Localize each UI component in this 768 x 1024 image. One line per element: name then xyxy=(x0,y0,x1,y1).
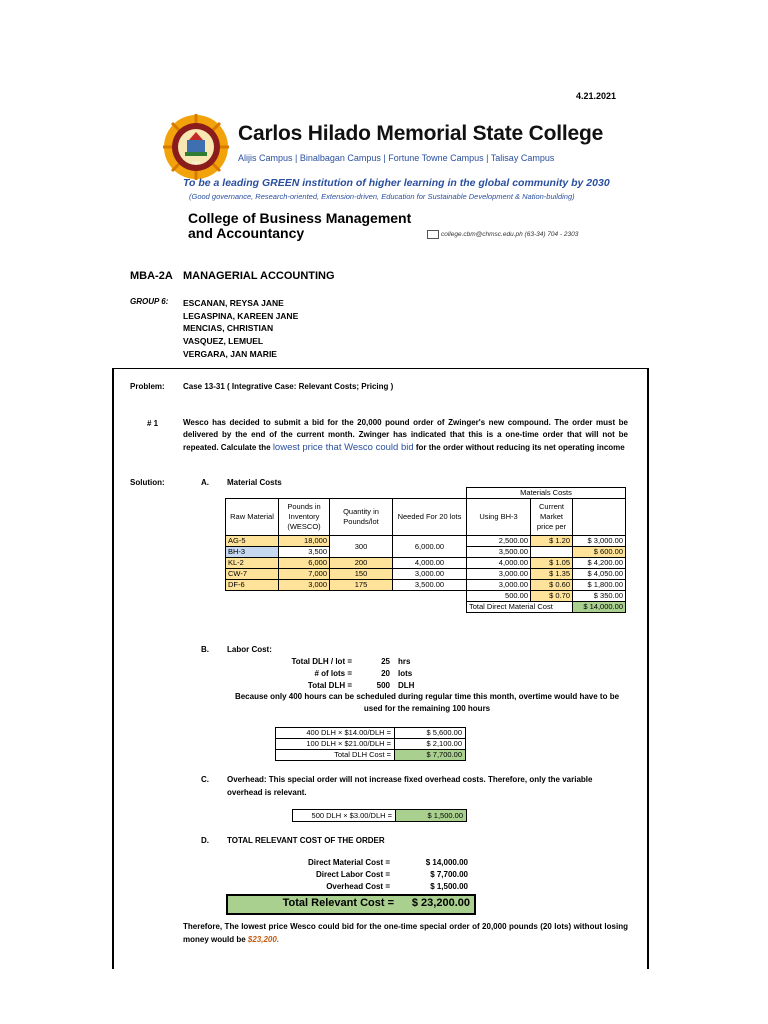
section-b-title: Labor Cost: xyxy=(227,645,272,654)
email-icon xyxy=(427,230,439,239)
conclusion-text: Therefore, The lowest price Wesco could bid for the one-time special order of 20,000 pounds (20 lots) without losing money would be $23,200. xyxy=(183,922,628,944)
table-row: KL-2 6,000 200 4,000.00 4,000.00 $ 1.05 $ 4,200.00 xyxy=(226,558,626,569)
course-name: MANAGERIAL ACCOUNTING xyxy=(183,270,335,282)
table-row: BH-3 3,500 3,500.00 $ 600.00 xyxy=(226,547,626,558)
table-row: CW-7 7,000 150 3,000.00 3,000.00 $ 1.35 $ 4,050.00 xyxy=(226,569,626,580)
header-quantity: Quantity in Pounds/lot xyxy=(330,499,393,536)
total-relevant-cost-label: Total Relevant Cost = xyxy=(282,897,394,909)
contact-info: college.cbm@chmsc.edu.ph (63-34) 704 - 2303 xyxy=(427,230,578,239)
header-raw-material: Raw Material xyxy=(226,499,279,536)
header-market-price: Current Market price per xyxy=(531,499,573,536)
total-relevant-cost-value: $ 23,200.00 xyxy=(411,897,470,909)
overhead-text: Overhead: This special order will not increase fixed overhead costs. Therefore, only the variable overhead is relevant. xyxy=(227,775,593,797)
materials-cost-table xyxy=(225,487,626,613)
problem-label: Problem: xyxy=(130,382,165,391)
section-c-letter: C. xyxy=(201,775,209,784)
overtime-note: Because only 400 hours can be scheduled during regular time this month, overtime would have to be used for the remaining 100 hours xyxy=(234,692,620,713)
question-text: Wesco has decided to submit a bid for the 20,000 pound order of Zwinger's new compound. The order must be delivered by the end of the current month. Zwinger has indicated that this is a one-time order that will not be repeated. Calculate the lowest price that Wesco could bid for the order without reducing its net operating income xyxy=(183,418,628,453)
section-a-letter: A. xyxy=(201,478,209,487)
group-members xyxy=(183,297,298,361)
overhead-table: 500 DLH × $3.00/DLH = $ 1,500.00 xyxy=(292,809,467,822)
labor-cost-table: 400 DLH × $14.00/DLH = $ 5,600.00 100 DLH × $21.00/DLH = $ 2,100.00 Total DLH Cost = $ 7,700.00 xyxy=(275,727,466,761)
member-name: LEGASPINA, KAREEN JANE xyxy=(183,310,299,321)
member-name: MENCIAS, CHRISTIAN xyxy=(183,323,274,334)
section-a-title: Material Costs xyxy=(227,478,282,487)
vision-statement: To be a leading GREEN institution of higher learning in the global community by 2030 xyxy=(183,177,610,189)
total-material-value: $ 14,000.00 xyxy=(573,602,626,613)
total-row xyxy=(226,602,626,613)
member-name: ESCANAN, REYSA JANE xyxy=(183,298,284,308)
section-b-letter: B. xyxy=(201,645,209,654)
header-needed: Needed For 20 lots xyxy=(393,499,467,536)
materials-costs-header: Materials Costs xyxy=(467,488,626,499)
problem-text: Case 13-31 ( Integrative Case: Relevant Costs; Pricing ) xyxy=(183,382,394,391)
section-d-letter: D. xyxy=(201,836,209,845)
merged-quantity: 300 xyxy=(330,536,393,558)
college-name: Carlos Hilado Memorial State College xyxy=(238,122,604,145)
group-label: GROUP 6: xyxy=(130,297,169,306)
header-pounds-inventory: Pounds in Inventory (WESCO) xyxy=(279,499,330,536)
total-material-label: Total Direct Material Cost xyxy=(467,602,573,613)
course-code: MBA-2A xyxy=(130,270,173,282)
document-date: 4.21.2021 xyxy=(576,91,617,101)
college-seal-icon xyxy=(163,114,229,180)
total-relevant-cost-box xyxy=(226,894,476,915)
department-name-line1: College of Business Management xyxy=(188,210,412,226)
member-name: VERGARA, JAN MARIE xyxy=(183,348,277,359)
table-row: AG-5 18,000 300 6,000.00 2,500.00 $ 1.20 $ 3,000.00 xyxy=(226,536,626,547)
campus-list: Alijis Campus | Binalbagan Campus | Fortune Towne Campus | Talisay Campus xyxy=(238,153,555,163)
bid-price: $23,200. xyxy=(247,935,280,944)
vision-subtext: (Good governance, Research-oriented, Extension-driven, Education for Sustainable Development & Nation-building) xyxy=(189,192,575,201)
member-name: VASQUEZ, LEMUEL xyxy=(183,336,264,347)
section-d-title: TOTAL RELEVANT COST OF THE ORDER xyxy=(227,836,385,845)
svg-text:1954: 1954 xyxy=(191,160,201,165)
question-number: # 1 xyxy=(147,419,159,428)
table-row: 500.00 $ 0.70 $ 350.00 xyxy=(226,591,626,602)
solution-label: Solution: xyxy=(130,478,165,487)
header-using-bh3: Using BH-3 xyxy=(467,499,531,536)
table-row: DF-6 3,000 175 3,500.00 3,000.00 $ 0.60 $ 1,800.00 xyxy=(226,580,626,591)
department-name-line2: and Accountancy xyxy=(188,225,305,241)
merged-needed: 6,000.00 xyxy=(393,536,467,558)
